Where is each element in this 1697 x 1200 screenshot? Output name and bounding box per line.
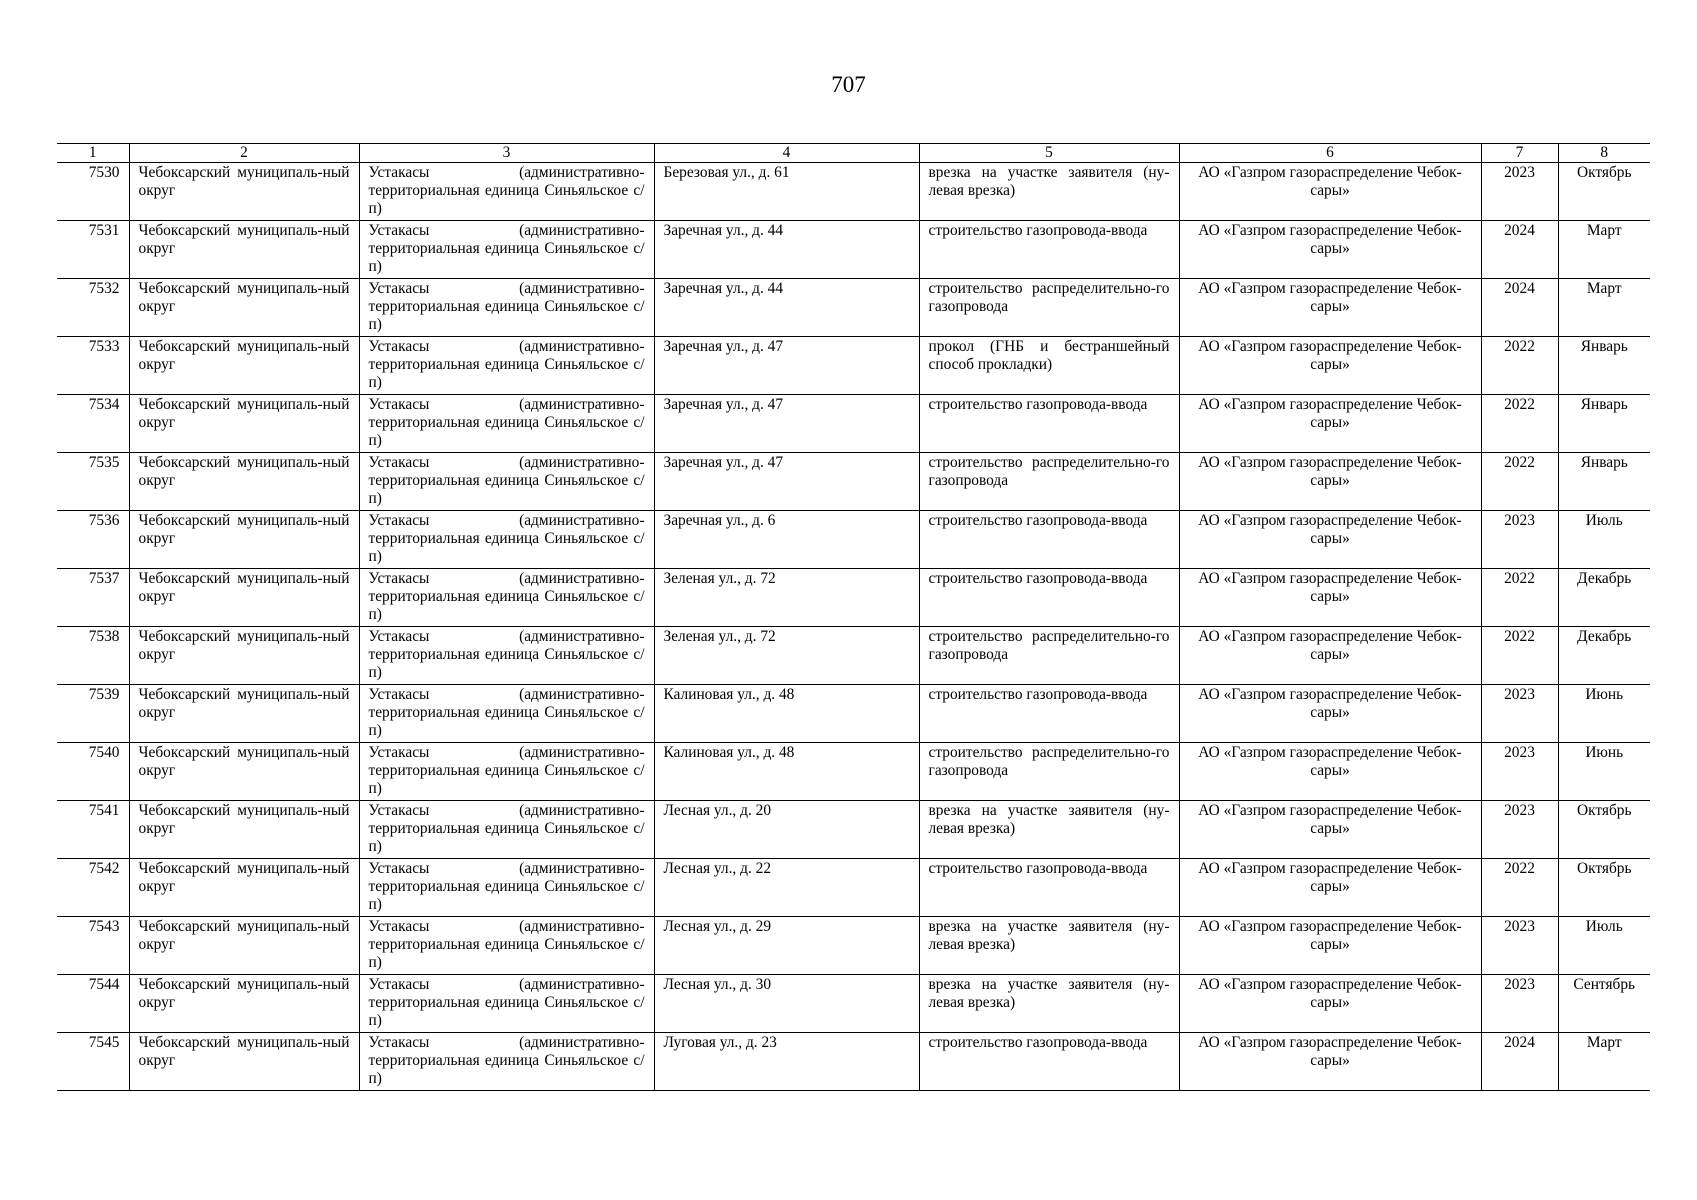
month-cell: Декабрь bbox=[1558, 569, 1650, 627]
work-type-cell: строительство газопровода-ввода bbox=[919, 1033, 1179, 1091]
district-cell: Чебоксарский муниципаль-ный округ bbox=[129, 685, 359, 743]
address-cell: Зеленая ул., д. 72 bbox=[654, 569, 919, 627]
settlement-cell: Устакасы (административно-территориальная единица Синьяльское с/п) bbox=[359, 975, 654, 1033]
address-cell: Заречная ул., д. 47 bbox=[654, 337, 919, 395]
table-row bbox=[57, 685, 1650, 743]
row-number: 7531 bbox=[57, 221, 129, 279]
month-cell: Март bbox=[1558, 221, 1650, 279]
month-cell: Сентябрь bbox=[1558, 975, 1650, 1033]
organization-cell: АО «Газпром газораспределение Чебок-сары» bbox=[1179, 453, 1481, 511]
table-row bbox=[57, 279, 1650, 337]
year-cell: 2024 bbox=[1481, 221, 1558, 279]
work-type-cell: врезка на участке заявителя (ну-левая врезка) bbox=[919, 163, 1179, 221]
row-number: 7538 bbox=[57, 627, 129, 685]
address-cell: Березовая ул., д. 61 bbox=[654, 163, 919, 221]
row-number: 7539 bbox=[57, 685, 129, 743]
address-cell: Заречная ул., д. 44 bbox=[654, 279, 919, 337]
district-cell: Чебоксарский муниципаль-ный округ bbox=[129, 279, 359, 337]
year-cell: 2023 bbox=[1481, 975, 1558, 1033]
organization-cell: АО «Газпром газораспределение Чебок-сары» bbox=[1179, 395, 1481, 453]
organization-cell: АО «Газпром газораспределение Чебок-сары» bbox=[1179, 221, 1481, 279]
year-cell: 2022 bbox=[1481, 453, 1558, 511]
district-cell: Чебоксарский муниципаль-ный округ bbox=[129, 743, 359, 801]
district-cell: Чебоксарский муниципаль-ный округ bbox=[129, 569, 359, 627]
row-number: 7536 bbox=[57, 511, 129, 569]
table-row bbox=[57, 569, 1650, 627]
address-cell: Луговая ул., д. 23 bbox=[654, 1033, 919, 1091]
organization-cell: АО «Газпром газораспределение Чебок-сары» bbox=[1179, 569, 1481, 627]
district-cell: Чебоксарский муниципаль-ный округ bbox=[129, 975, 359, 1033]
table-row bbox=[57, 395, 1650, 453]
row-number: 7545 bbox=[57, 1033, 129, 1091]
settlement-cell: Устакасы (административно-территориальная единица Синьяльское с/п) bbox=[359, 511, 654, 569]
settlement-cell: Устакасы (административно-территориальная единица Синьяльское с/п) bbox=[359, 337, 654, 395]
year-cell: 2022 bbox=[1481, 337, 1558, 395]
settlement-cell: Устакасы (административно-территориальная единица Синьяльское с/п) bbox=[359, 221, 654, 279]
district-cell: Чебоксарский муниципаль-ный округ bbox=[129, 917, 359, 975]
settlement-cell: Устакасы (административно-территориальная единица Синьяльское с/п) bbox=[359, 279, 654, 337]
year-cell: 2022 bbox=[1481, 395, 1558, 453]
row-number: 7540 bbox=[57, 743, 129, 801]
year-cell: 2023 bbox=[1481, 685, 1558, 743]
work-type-cell: прокол (ГНБ и бестраншейный способ прокладки) bbox=[919, 337, 1179, 395]
year-cell: 2024 bbox=[1481, 279, 1558, 337]
table-row bbox=[57, 163, 1650, 221]
column-number-row bbox=[57, 144, 1650, 163]
month-cell: Декабрь bbox=[1558, 627, 1650, 685]
column-number: 8 bbox=[1558, 144, 1650, 163]
address-cell: Заречная ул., д. 44 bbox=[654, 221, 919, 279]
month-cell: Июль bbox=[1558, 511, 1650, 569]
table-row bbox=[57, 627, 1650, 685]
work-type-cell: врезка на участке заявителя (ну-левая врезка) bbox=[919, 917, 1179, 975]
organization-cell: АО «Газпром газораспределение Чебок-сары» bbox=[1179, 337, 1481, 395]
row-number: 7532 bbox=[57, 279, 129, 337]
work-type-cell: строительство газопровода-ввода bbox=[919, 569, 1179, 627]
row-number: 7533 bbox=[57, 337, 129, 395]
year-cell: 2023 bbox=[1481, 743, 1558, 801]
column-number: 4 bbox=[654, 144, 919, 163]
table-row bbox=[57, 453, 1650, 511]
work-type-cell: строительство газопровода-ввода bbox=[919, 395, 1179, 453]
page-number: 707 bbox=[831, 72, 866, 97]
settlement-cell: Устакасы (административно-территориальная единица Синьяльское с/п) bbox=[359, 743, 654, 801]
address-cell: Калиновая ул., д. 48 bbox=[654, 685, 919, 743]
organization-cell: АО «Газпром газораспределение Чебок-сары» bbox=[1179, 279, 1481, 337]
row-number: 7543 bbox=[57, 917, 129, 975]
district-cell: Чебоксарский муниципаль-ный округ bbox=[129, 337, 359, 395]
table-row bbox=[57, 1033, 1650, 1091]
work-type-cell: врезка на участке заявителя (ну-левая врезка) bbox=[919, 801, 1179, 859]
row-number: 7537 bbox=[57, 569, 129, 627]
work-type-cell: врезка на участке заявителя (ну-левая врезка) bbox=[919, 975, 1179, 1033]
organization-cell: АО «Газпром газораспределение Чебок-сары» bbox=[1179, 801, 1481, 859]
row-number: 7542 bbox=[57, 859, 129, 917]
address-cell: Заречная ул., д. 47 bbox=[654, 453, 919, 511]
settlement-cell: Устакасы (административно-территориальная единица Синьяльское с/п) bbox=[359, 453, 654, 511]
column-number: 2 bbox=[129, 144, 359, 163]
organization-cell: АО «Газпром газораспределение Чебок-сары» bbox=[1179, 743, 1481, 801]
table-row bbox=[57, 801, 1650, 859]
month-cell: Октябрь bbox=[1558, 801, 1650, 859]
district-cell: Чебоксарский муниципаль-ный округ bbox=[129, 627, 359, 685]
district-cell: Чебоксарский муниципаль-ный округ bbox=[129, 801, 359, 859]
month-cell: Март bbox=[1558, 1033, 1650, 1091]
address-cell: Лесная ул., д. 29 bbox=[654, 917, 919, 975]
district-cell: Чебоксарский муниципаль-ный округ bbox=[129, 1033, 359, 1091]
organization-cell: АО «Газпром газораспределение Чебок-сары» bbox=[1179, 975, 1481, 1033]
work-type-cell: строительство распределительно-го газопровода bbox=[919, 743, 1179, 801]
organization-cell: АО «Газпром газораспределение Чебок-сары» bbox=[1179, 1033, 1481, 1091]
settlement-cell: Устакасы (административно-территориальная единица Синьяльское с/п) bbox=[359, 569, 654, 627]
table-row bbox=[57, 221, 1650, 279]
organization-cell: АО «Газпром газораспределение Чебок-сары» bbox=[1179, 163, 1481, 221]
year-cell: 2023 bbox=[1481, 511, 1558, 569]
settlement-cell: Устакасы (административно-территориальная единица Синьяльское с/п) bbox=[359, 917, 654, 975]
data-table bbox=[57, 143, 1650, 1091]
column-number: 3 bbox=[359, 144, 654, 163]
address-cell: Заречная ул., д. 6 bbox=[654, 511, 919, 569]
address-cell: Заречная ул., д. 47 bbox=[654, 395, 919, 453]
work-type-cell: строительство газопровода-ввода bbox=[919, 221, 1179, 279]
work-type-cell: строительство распределительно-го газопровода bbox=[919, 453, 1179, 511]
year-cell: 2023 bbox=[1481, 917, 1558, 975]
district-cell: Чебоксарский муниципаль-ный округ bbox=[129, 859, 359, 917]
address-cell: Лесная ул., д. 22 bbox=[654, 859, 919, 917]
district-cell: Чебоксарский муниципаль-ный округ bbox=[129, 221, 359, 279]
month-cell: Январь bbox=[1558, 337, 1650, 395]
month-cell: Июль bbox=[1558, 917, 1650, 975]
address-cell: Калиновая ул., д. 48 bbox=[654, 743, 919, 801]
organization-cell: АО «Газпром газораспределение Чебок-сары» bbox=[1179, 511, 1481, 569]
year-cell: 2024 bbox=[1481, 1033, 1558, 1091]
work-type-cell: строительство газопровода-ввода bbox=[919, 859, 1179, 917]
organization-cell: АО «Газпром газораспределение Чебок-сары» bbox=[1179, 859, 1481, 917]
settlement-cell: Устакасы (административно-территориальная единица Синьяльское с/п) bbox=[359, 627, 654, 685]
organization-cell: АО «Газпром газораспределение Чебок-сары» bbox=[1179, 917, 1481, 975]
row-number: 7544 bbox=[57, 975, 129, 1033]
table-row bbox=[57, 917, 1650, 975]
district-cell: Чебоксарский муниципаль-ный округ bbox=[129, 511, 359, 569]
month-cell: Январь bbox=[1558, 395, 1650, 453]
address-cell: Зеленая ул., д. 72 bbox=[654, 627, 919, 685]
table-row bbox=[57, 337, 1650, 395]
settlement-cell: Устакасы (административно-территориальная единица Синьяльское с/п) bbox=[359, 859, 654, 917]
district-cell: Чебоксарский муниципаль-ный округ bbox=[129, 395, 359, 453]
month-cell: Октябрь bbox=[1558, 163, 1650, 221]
settlement-cell: Устакасы (административно-территориальная единица Синьяльское с/п) bbox=[359, 685, 654, 743]
month-cell: Январь bbox=[1558, 453, 1650, 511]
row-number: 7535 bbox=[57, 453, 129, 511]
settlement-cell: Устакасы (административно-территориальная единица Синьяльское с/п) bbox=[359, 801, 654, 859]
row-number: 7534 bbox=[57, 395, 129, 453]
column-number: 7 bbox=[1481, 144, 1558, 163]
year-cell: 2023 bbox=[1481, 801, 1558, 859]
table-row bbox=[57, 975, 1650, 1033]
district-cell: Чебоксарский муниципаль-ный округ bbox=[129, 453, 359, 511]
work-type-cell: строительство газопровода-ввода bbox=[919, 511, 1179, 569]
row-number: 7541 bbox=[57, 801, 129, 859]
year-cell: 2023 bbox=[1481, 163, 1558, 221]
address-cell: Лесная ул., д. 20 bbox=[654, 801, 919, 859]
organization-cell: АО «Газпром газораспределение Чебок-сары» bbox=[1179, 685, 1481, 743]
column-number: 6 bbox=[1179, 144, 1481, 163]
month-cell: Июнь bbox=[1558, 743, 1650, 801]
settlement-cell: Устакасы (административно-территориальная единица Синьяльское с/п) bbox=[359, 1033, 654, 1091]
month-cell: Октябрь bbox=[1558, 859, 1650, 917]
organization-cell: АО «Газпром газораспределение Чебок-сары» bbox=[1179, 627, 1481, 685]
work-type-cell: строительство распределительно-го газопровода bbox=[919, 279, 1179, 337]
table-row bbox=[57, 743, 1650, 801]
row-number: 7530 bbox=[57, 163, 129, 221]
work-type-cell: строительство распределительно-го газопровода bbox=[919, 627, 1179, 685]
year-cell: 2022 bbox=[1481, 627, 1558, 685]
month-cell: Март bbox=[1558, 279, 1650, 337]
year-cell: 2022 bbox=[1481, 569, 1558, 627]
column-number: 1 bbox=[57, 144, 129, 163]
district-cell: Чебоксарский муниципаль-ный округ bbox=[129, 163, 359, 221]
table-row bbox=[57, 511, 1650, 569]
year-cell: 2022 bbox=[1481, 859, 1558, 917]
table-row bbox=[57, 859, 1650, 917]
month-cell: Июнь bbox=[1558, 685, 1650, 743]
settlement-cell: Устакасы (административно-территориальная единица Синьяльское с/п) bbox=[359, 163, 654, 221]
settlement-cell: Устакасы (административно-территориальная единица Синьяльское с/п) bbox=[359, 395, 654, 453]
work-type-cell: строительство газопровода-ввода bbox=[919, 685, 1179, 743]
column-number: 5 bbox=[919, 144, 1179, 163]
address-cell: Лесная ул., д. 30 bbox=[654, 975, 919, 1033]
